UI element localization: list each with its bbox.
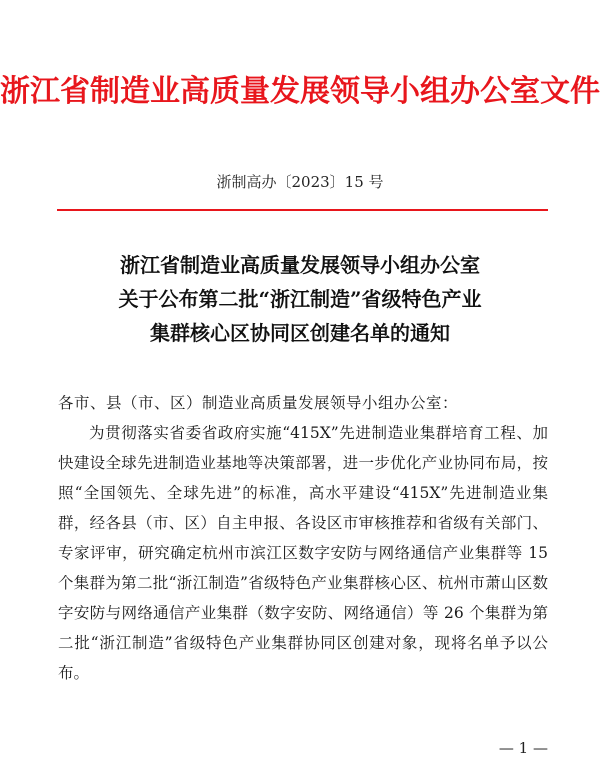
- notice-title-line-1: 浙江省制造业高质量发展领导小组办公室: [120, 253, 480, 277]
- red-divider-line: [57, 209, 548, 211]
- document-header-title: 浙江省制造业高质量发展领导小组办公室文件: [0, 74, 600, 109]
- notice-title: [0, 248, 600, 350]
- salutation: 各市、县（市、区）制造业高质量发展领导小组办公室：: [58, 394, 459, 412]
- document-number: 浙制高办〔2023〕15 号: [216, 173, 384, 191]
- page-number: — 1 —: [498, 739, 548, 757]
- body-paragraph: 为贯彻落实省委省政府实施“415X”先进制造业集群培育工程、加快建设全球先进制造业基地等决策部署，进一步优化产业协同布局，按照“全国领先、全球先进”的标准，高水平建设“415X”先进制造业集群，经各县（市、区）自主申报、各设区市审核推荐和省级有关部门、专家评审，研究确定杭州市滨江区数字安防与网络通信产业集群等 15 个集群为第二批“浙江制造”省级特色产业集群核心区、杭州市萧山区数字安防与网络通信产业集群（数字安防、网络通信）等 26 个集群为第二批“浙江制造”省级特色产业集群协同区创建对象，现将名单予以公布。: [58, 424, 548, 682]
- notice-title-line-2: 关于公布第二批“浙江制造”省级特色产业: [118, 287, 482, 311]
- notice-title-line-3: 集群核心区协同区创建名单的通知: [150, 321, 450, 345]
